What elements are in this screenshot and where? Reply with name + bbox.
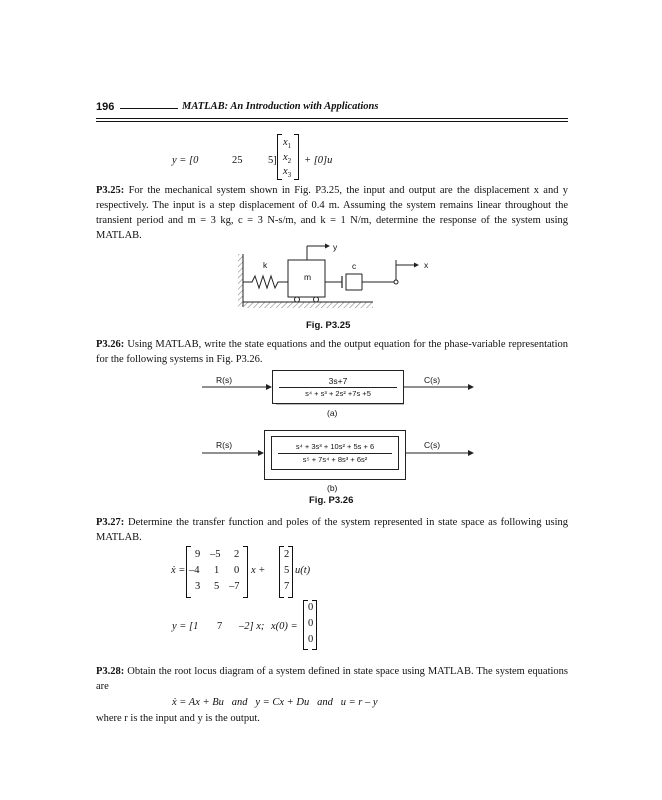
p327-label: P3.27: bbox=[96, 517, 125, 528]
matrix-b-bracket-right bbox=[288, 546, 293, 598]
fig-p325-k: k bbox=[263, 260, 268, 270]
b-2: 5 bbox=[284, 565, 290, 576]
p326-text: Using MATLAB, write the state equations and the output equation for the phase-variable representation for the following systems in Fig. P3.26. bbox=[96, 339, 568, 365]
output-eq-c3: 5] bbox=[268, 155, 277, 166]
a-21: –4 bbox=[189, 565, 200, 576]
fig-b-outer-block bbox=[264, 430, 406, 480]
matrix-a-bracket-right bbox=[243, 546, 248, 598]
p325-label: P3.25: bbox=[96, 185, 125, 196]
p328-where: where r is the input and y is the output. bbox=[96, 713, 260, 724]
damper-cylinder bbox=[346, 274, 362, 290]
output-eq-c2: 25 bbox=[232, 155, 243, 166]
a-23: 0 bbox=[234, 565, 240, 576]
p325-text: For the mechanical system shown in Fig. P3.25, the input and output are the displacement x and y respectively. The input is a step displacement of 0.4 m. Assuming the system remains linear throughout the transient period and m = 3 kg, c = 3 N-s/m, and k = 1 N/m, determine the response of the system using MATLAB. bbox=[96, 185, 569, 241]
p327-y-lhs: y = [1 bbox=[172, 621, 199, 632]
a-22: 1 bbox=[214, 565, 220, 576]
p328-equation: ẋ = Ax + Bu and y = Cx + Du and u = r – y bbox=[172, 697, 378, 708]
p327-xplus: x + bbox=[251, 565, 266, 576]
fig-a-label: (a) bbox=[327, 408, 338, 418]
fig-p325-y: y bbox=[333, 242, 338, 252]
fig-b-input: R(s) bbox=[216, 440, 233, 450]
fig-p325-caption: Fig. P3.25 bbox=[306, 320, 351, 331]
p328-label: P3.28: bbox=[96, 666, 125, 677]
output-eq-vec-bracket-right bbox=[294, 134, 299, 180]
x0-bracket-right bbox=[312, 600, 317, 650]
fig-b-denominator: s⁵ + 7s⁴ + 8s³ + 6s² bbox=[302, 455, 368, 464]
p327-ut: u(t) bbox=[295, 565, 311, 576]
p325-paragraph bbox=[96, 183, 568, 243]
x0-3: 0 bbox=[308, 634, 314, 645]
output-eq-x1: $x_1$ bbox=[283, 137, 292, 151]
p327-y-c3: –2] x; bbox=[239, 621, 265, 632]
wheel-left bbox=[295, 297, 300, 302]
fig-b-output: C(s) bbox=[424, 440, 441, 450]
a-11: 9 bbox=[195, 549, 201, 560]
output-eq-x3: $x_3$ bbox=[283, 166, 292, 180]
fig-p326-caption: Fig. P3.26 bbox=[309, 495, 354, 506]
a-12: –5 bbox=[210, 549, 221, 560]
p328-text: Obtain the root locus diagram of a system defined in state space using MATLAB. The system equations are bbox=[96, 666, 568, 692]
fig-a-numerator: 3s+7 bbox=[328, 376, 348, 386]
fig-a-fraction-bar bbox=[279, 387, 397, 388]
fig-a-block bbox=[272, 370, 404, 404]
header-rule-double bbox=[96, 118, 568, 119]
a-33: –7 bbox=[229, 581, 240, 592]
fig-b-fraction-bar bbox=[278, 453, 392, 454]
ground bbox=[243, 302, 373, 308]
fig-p325-x: x bbox=[424, 260, 429, 270]
p327-text: Determine the transfer function and poles of the system represented in state space as following using MATLAB. bbox=[96, 517, 568, 543]
book-title: MATLAB: An Introduction with Applications bbox=[182, 101, 379, 112]
p327-y-c2: 7 bbox=[217, 621, 223, 632]
b-3: 7 bbox=[284, 581, 290, 592]
fig-p325-c: c bbox=[352, 261, 357, 271]
wheel-right bbox=[314, 297, 319, 302]
header-rule-short bbox=[120, 108, 178, 109]
fig-b-inner-block bbox=[271, 436, 399, 470]
b-1: 2 bbox=[284, 549, 290, 560]
header-rule-double-2 bbox=[96, 121, 568, 122]
output-eq-vec-bracket-left bbox=[277, 134, 282, 180]
a-13: 2 bbox=[234, 549, 240, 560]
p326-label: P3.26: bbox=[96, 339, 125, 350]
p327-x0: x(0) = bbox=[271, 621, 298, 632]
p327-xdot: ẋ = bbox=[171, 565, 186, 576]
fig-p325-diagram bbox=[236, 240, 446, 315]
p326-paragraph bbox=[96, 337, 568, 367]
a-31: 3 bbox=[195, 581, 201, 592]
fig-p325-m: m bbox=[304, 272, 312, 282]
spring bbox=[243, 276, 288, 288]
input-node bbox=[394, 280, 398, 284]
p328-paragraph bbox=[96, 664, 568, 694]
output-eq-lhs: y = [0 bbox=[172, 155, 199, 166]
fig-a-input: R(s) bbox=[216, 375, 233, 385]
a-32: 5 bbox=[214, 581, 220, 592]
output-eq-tail: + [0]u bbox=[304, 155, 333, 166]
page-number: 196 bbox=[96, 101, 115, 113]
x0-2: 0 bbox=[308, 618, 314, 629]
fig-a-output: C(s) bbox=[424, 375, 441, 385]
fig-b-label: (b) bbox=[327, 483, 338, 493]
wall bbox=[238, 254, 243, 307]
fig-a-denominator: s⁴ + s³ + 2s² +7s +5 bbox=[305, 389, 371, 398]
x0-1: 0 bbox=[308, 602, 314, 613]
fig-b-numerator: s⁴ + 3s³ + 10s² + 5s + 6 bbox=[295, 442, 375, 451]
p327-paragraph bbox=[96, 515, 568, 545]
output-eq-x2: $x_2$ bbox=[283, 152, 292, 166]
